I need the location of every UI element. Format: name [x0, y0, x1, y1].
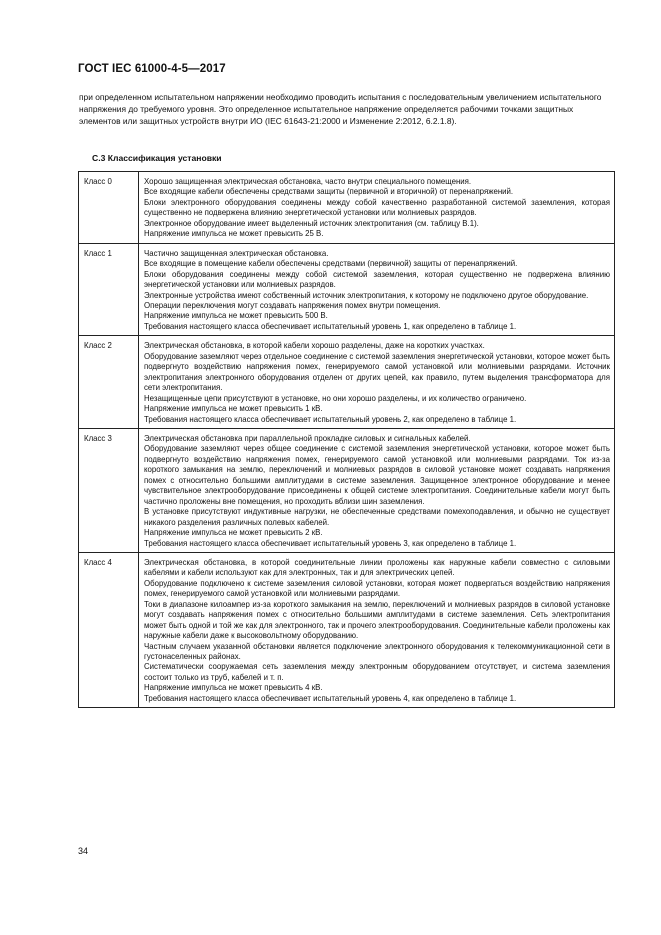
- section-title: С.3 Классификация установки: [92, 153, 222, 163]
- class-description-line: Напряжение импульса не может превысить 4 кВ.: [144, 683, 323, 693]
- class-description-line: Оборудование заземляют через общее соединение с системой заземления энергетической установки, которое может быть подвергнуто воздействию напряжения помех, генерируемого самой установкой или молниевыми разрядами. Ток из-за короткого замыкания на землю, переключений и молниевых разрядов в силовой установке может создавать напряжения помех с относительно большими амплитудами в системе заземления. Защищенное электронное оборудование и менее чувствительное электрооборудование присоединены к общей системе электропитания. Соединительные кабели могут быть частично проложены вне помещения, но проходить вблизи шин заземления.: [144, 444, 610, 506]
- class-description-line: Напряжение импульса не может превысить 25 В.: [144, 229, 324, 239]
- class-description: [139, 172, 615, 244]
- class-label: Класс 4: [79, 552, 139, 707]
- class-description-line: Хорошо защищенная электрическая обстановка, часто внутри специального помещения.: [144, 177, 472, 186]
- class-description-line: Частично защищенная электрическая обстановка.: [144, 248, 329, 258]
- class-description-line: Операции переключения могут создавать напряжения помех внутри помещения.: [144, 300, 441, 310]
- class-description-line: Систематически сооружаемая сеть заземления между электронным оборудованием отсутствует, и система заземления состоит только из труб, кабелей и т. п.: [144, 662, 610, 682]
- class-description-line: Блоки оборудования соединены между собой системой заземления, которая существенно не подвержена влиянию энергетической установки или молниевых разрядов.: [144, 269, 610, 290]
- class-description-line: Оборудование подключено к системе заземления силовой установки, которая может подвергаться воздействию напряжения помех, генерируемого самой установкой или молниевыми разрядами.: [144, 578, 610, 599]
- class-description-line: Электронное оборудование имеет выделенный источник электропитания (см. таблицу В.1).: [144, 218, 479, 228]
- class-row: [79, 336, 615, 429]
- class-description-line: Оборудование заземляют через отдельное соединение с системой заземления энергетической установки, которое может быть подвергнуто воздействию напряжения помех, генерируемого самой установкой или молниевыми разрядами. Источник электропитания электронного оборудования отделен от других цепей, как правило, путем выделения трансформатора для сети электропитания.: [144, 351, 610, 393]
- class-description-line: Электронные устройства имеют собственный источник электропитания, к которому не подключено другое оборудование.: [144, 290, 589, 300]
- class-description: [139, 243, 615, 336]
- class-description-line: Напряжение импульса не может превысить 2 кВ.: [144, 528, 323, 538]
- class-description-line: Все входящие кабели обеспечены средствами защиты (первичной и вторичной) от перенапряжений.: [144, 187, 514, 197]
- class-description-line: Требования настоящего класса обеспечивает испытательный уровень 4, как определено в таблице 1.: [144, 693, 517, 703]
- class-row: [79, 428, 615, 552]
- class-description: [139, 428, 615, 552]
- class-label: Класс 3: [79, 428, 139, 552]
- class-description-line: Электрическая обстановка, в которой кабели хорошо разделены, даже на коротких участках.: [144, 341, 485, 351]
- class-description-line: Все входящие в помещение кабели обеспечены средствами (первичной) защиты от перенапряжений.: [144, 259, 518, 269]
- intro-paragraph: [79, 92, 616, 127]
- class-description-line: Незащищенные цепи присутствуют в установке, но они хорошо разделены, и их количество ограничено.: [144, 393, 527, 403]
- class-description-line: Требования настоящего класса обеспечивает испытательный уровень 1, как определено в таблице 1.: [144, 321, 517, 331]
- class-label: Класс 0: [79, 172, 139, 244]
- class-label: Класс 1: [79, 243, 139, 336]
- class-description-line: Электрическая обстановка при параллельной прокладке силовых и сигнальных кабелей.: [144, 433, 471, 443]
- class-description-line: Напряжение импульса не может превысить 1 кВ.: [144, 404, 323, 414]
- class-description-line: В установке присутствуют индуктивные нагрузки, не обеспеченные средствами помехоподавления, и обычно не существует никакого разделения различных полевых кабелей.: [144, 507, 610, 527]
- class-description-line: Блоки электронного оборудования соединены между собой качественно разработанной системой заземления, которая существенно не подвержена влиянию энергетической установки или молниевых разрядов.: [144, 197, 610, 218]
- class-row: [79, 243, 615, 336]
- class-label: Класс 2: [79, 336, 139, 429]
- class-description: [139, 552, 615, 707]
- class-description-line: Частным случаем указанной обстановки является подключение электронного оборудования к телекоммуникационной сети в густонаселенных районах.: [144, 641, 610, 662]
- class-description-line: Напряжение импульса не может превысить 500 В.: [144, 311, 328, 321]
- class-row: [79, 172, 615, 244]
- class-description: [139, 336, 615, 429]
- page-number: 34: [78, 846, 89, 856]
- document-header: ГОСТ IEC 61000-4-5—2017: [78, 63, 226, 75]
- intro-text: при определенном испытательном напряжении необходимо проводить испытания с последовательным увеличением испытательного напряжения до требуемого уровня. Это определенное испытательное напряжение определяется рабочими точками защитных элементов или защитных устройств внутри ИО (IEC 61643-21:2000 и Изменение 2:2012, 6.2.1.8).: [79, 92, 602, 126]
- classification-table: [78, 171, 615, 708]
- class-description-line: Электрическая обстановка, в которой соединительные линии проложены как наружные кабели совместно с силовыми кабелями и кабели используют как для электронных, так и для электрических цепей.: [144, 557, 610, 578]
- class-row: [79, 552, 615, 707]
- class-description-line: Токи в диапазоне килоампер из-за короткого замыкания на землю, переключений и молниевых разрядов в силовой установке могут создавать напряжения помех с относительно большими амплитудами в системе заземления. Сеть электропитания может быть одной и той же как для электронного, так и прочего электрооборудования. Соединительные кабели проложены как наружные кабели даже к высоковольтному оборудованию.: [144, 599, 610, 641]
- class-description-line: Требования настоящего класса обеспечивает испытательный уровень 2, как определено в таблице 1.: [144, 414, 517, 424]
- class-description-line: Требования настоящего класса обеспечивает испытательный уровень 3, как определено в таблице 1.: [144, 538, 517, 548]
- classification-table-body: [79, 172, 615, 708]
